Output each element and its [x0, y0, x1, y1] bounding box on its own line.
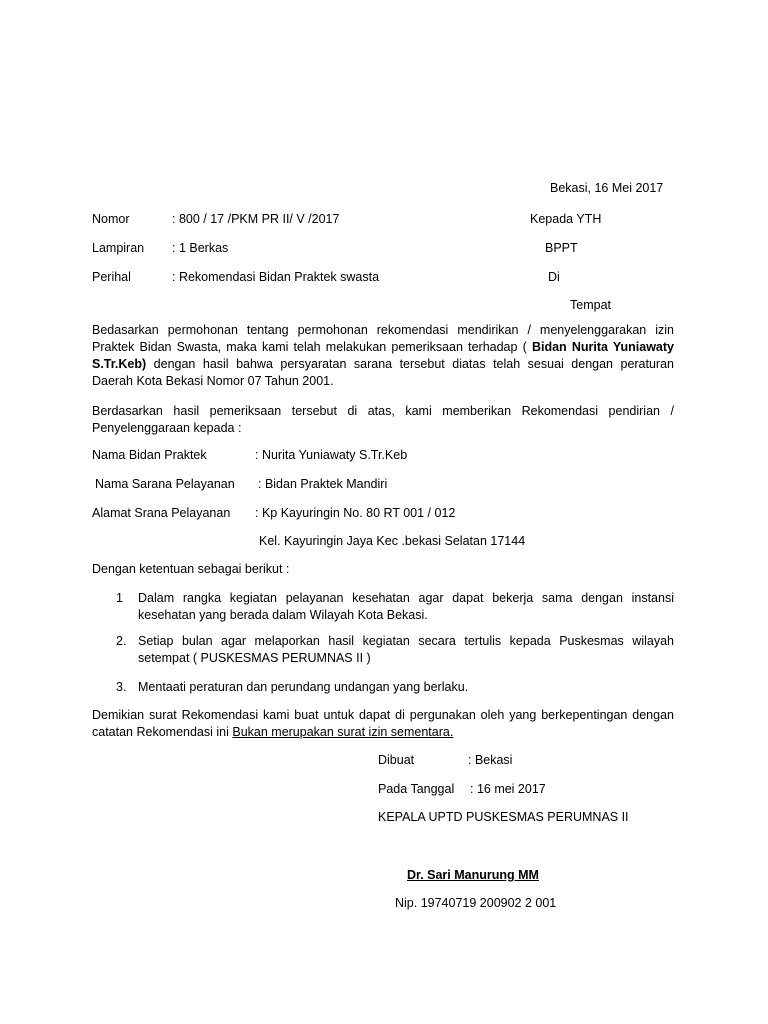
recipient-line-4: Tempat: [570, 298, 611, 312]
recipient-line-3: Di: [548, 270, 560, 284]
tanggal-value: : 16 mei 2017: [470, 782, 546, 796]
lampiran-label: Lampiran: [92, 241, 145, 255]
dibuat-value: : Bekasi: [468, 753, 513, 767]
alamat-value-2: Kel. Kayuringin Jaya Kec .bekasi Selatan 17144: [259, 534, 526, 548]
signatory-position: KEPALA UPTD PUSKESMAS PERUMNAS II: [378, 810, 629, 824]
nama-label: Nama Bidan Praktek: [92, 448, 207, 462]
perihal-label: Perihal: [92, 270, 131, 284]
alamat-label: Alamat Srana Pelayanan: [92, 506, 231, 520]
para1-end: dengan hasil bahwa persyaratan sarana tersebut diatas telah sesuai dengan peraturan Daerah Kota Bekasi Nomor 07 Tahun 2001.: [92, 357, 674, 388]
para1-start: Bedasarkan permohonan tentang permohonan rekomendasi mendirikan / menyelenggarakan izin Praktek Bidan Swasta, maka kami telah melakukan pemeriksaan terhadap (: [92, 323, 674, 354]
closing-text: Demikian surat Rekomendasi kami buat untuk dapat di pergunakan oleh yang berkepentingan dengan catatan Rekomendasi ini: [92, 708, 674, 739]
recipient-line-2: BPPT: [545, 241, 578, 255]
sarana-label: Nama Sarana Pelayanan: [95, 477, 235, 491]
conditions-intro: Dengan ketentuan sebagai berikut :: [92, 562, 290, 576]
nomor-value: : 800 / 17 /PKM PR II/ V /2017: [172, 212, 340, 226]
closing-emphasis: Bukan merupakan surat izin sementara.: [232, 725, 454, 739]
place-date: Bekasi, 16 Mei 2017: [550, 181, 664, 195]
nomor-label: Nomor: [92, 212, 130, 226]
signatory-nip: Nip. 19740719 200902 2 001: [395, 896, 557, 910]
list-number: 2.: [116, 634, 127, 648]
list-text: Mentaati peraturan dan perundang undangan yang berlaku.: [138, 680, 469, 694]
lampiran-value: : 1 Berkas: [172, 241, 229, 255]
body-paragraph-1: [92, 322, 674, 390]
tanggal-label: Pada Tanggal: [378, 782, 455, 796]
list-number: 3.: [116, 680, 127, 694]
list-text: Setiap bulan agar melaporkan hasil kegiatan secara tertulis kepada Puskesmas wilayah setempat ( PUSKESMAS PERUMNAS II ): [138, 634, 674, 665]
body-paragraph-2: Berdasarkan hasil pemeriksaan tersebut di atas, kami memberikan Rekomendasi pendirian / Penyelenggaraan kepada :: [92, 404, 674, 435]
closing-paragraph: [92, 707, 674, 741]
dibuat-label: Dibuat: [378, 753, 415, 767]
para1-bold: Bidan Nurita Yuniawaty S.Tr.Keb): [92, 340, 674, 371]
nama-value: : Nurita Yuniawaty S.Tr.Keb: [255, 448, 408, 462]
list-number: 1: [116, 591, 123, 605]
signatory-name: Dr. Sari Manurung MM: [407, 868, 539, 882]
sarana-value: : Bidan Praktek Mandiri: [258, 477, 388, 491]
list-text: Dalam rangka kegiatan pelayanan kesehatan agar dapat bekerja sama dengan instansi kesehatan yang berada dalam Wilayah Kota Bekasi.: [138, 591, 674, 622]
perihal-value: : Rekomendasi Bidan Praktek swasta: [172, 270, 380, 284]
alamat-value: : Kp Kayuringin No. 80 RT 001 / 012: [255, 506, 456, 520]
recipient-line-1: Kepada YTH: [530, 212, 602, 226]
